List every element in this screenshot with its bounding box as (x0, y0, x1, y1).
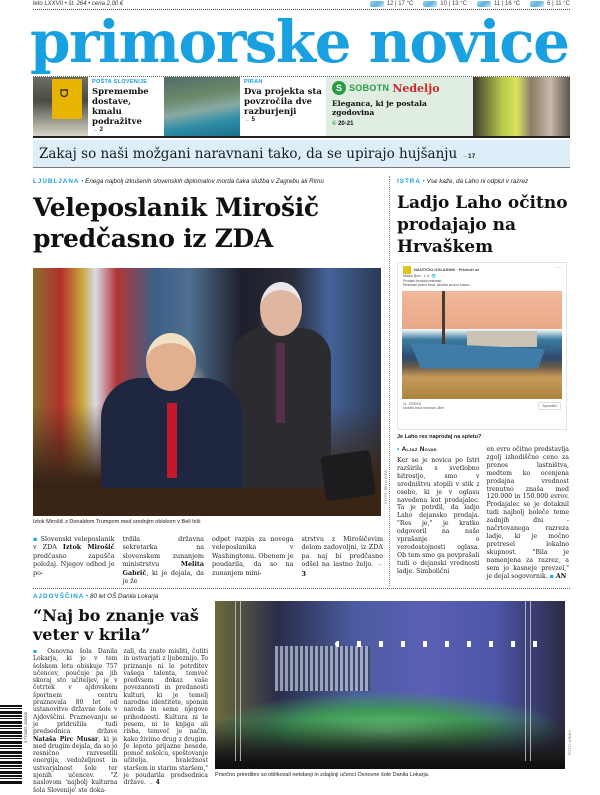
tie (167, 403, 177, 478)
post-text: Prodam brodski restoran. (403, 278, 443, 283)
body-col-4 (302, 535, 384, 585)
weather-temps: 11 | 16 °C (493, 1, 521, 7)
bottom-photo[interactable] (215, 601, 565, 769)
arrow-icon: → (244, 117, 250, 123)
column-divider (389, 176, 390, 586)
location-label: ISTRA (397, 178, 421, 185)
social-post-screenshot (397, 262, 567, 430)
body-col-3: odpet razpis za novega veleposlanika v Washingtonu. Obenem je poudarila, da so na zunanjem mini- (212, 535, 294, 577)
kicker-text: Enega najbolj izkušenih slovenskih diplomatov morda čaka služba v Zagrebu ali Rimu (85, 178, 324, 185)
teaser-photo-piran[interactable] (164, 77, 240, 136)
barcode (0, 705, 22, 785)
text: en evro očitno predstavlja zgolj izhodiščno ceno za prenos lastništva, medtem ko ocenjena prodajna vrednost trenutno znaša med 120.000 in 150.000 evrov. Prodajalec se je dotaknil tudi najbolj boleče teme zadnjih dni - načrtovanega razreza ladje, ki je močno pretresel lokalno skupnost. "Bila je namenjena za razrez, a sem jo kasneje prevzel," je dejal sogovornik. (486, 446, 569, 580)
rain-icon (477, 1, 491, 7)
windows (275, 646, 370, 691)
location-label: LJUBLJANA (33, 178, 80, 185)
banner-ref (461, 153, 475, 160)
truss (525, 601, 531, 761)
page-ref[interactable]: 4 (155, 779, 160, 787)
post-footer (398, 400, 566, 413)
rain-icon (423, 1, 437, 7)
arrow-icon: → (461, 153, 468, 160)
text: trdila državna sekretarka na slovenskem zunanjem ministrstvu (122, 535, 204, 569)
text: , ki je med drugim dejala, da so jo resnično razveselili energija, vedoželjnost in ustvarjalnost šole ter njenih učencev. "Z naslovom 'najbolj kulturna šola Slovenije' ste doka- (33, 735, 118, 794)
kicker-text: 80 let OŠ Danila Lokarja (90, 593, 159, 600)
teaser-title: Dva projekta sta povzročila dve razburjenji (244, 87, 322, 117)
page-logo-icon (403, 266, 411, 274)
post-foot-title: Mobilni brod restoran Jilen (403, 406, 445, 410)
rain-icon (530, 1, 544, 7)
text: strstvu z Mirošičevim delom zadovoljni, iz ZDA pa naj bi predčasno odšel na lastno željo. (301, 535, 383, 569)
person-head (146, 333, 196, 391)
more-icon: ··· (556, 265, 561, 271)
section-divider (33, 588, 570, 589)
text: predčasno zapušča položaj. Njegov odhod je po- (33, 551, 115, 577)
side-kicker (397, 178, 528, 186)
arrow-icon: → (147, 780, 154, 787)
photo-credit: FOTO: BELA HIŠA (383, 470, 388, 504)
side-col-1 (397, 446, 480, 580)
page-ref[interactable]: 3 (301, 569, 306, 578)
bottom-photo-caption: Prisrčno prireditev so oblikovali nekdanji in zdajšnji učenci Osnovne šole Danila Lokarja. (215, 772, 430, 778)
text: , ki je dejala, da je že (122, 568, 204, 586)
barcode-number: 9 770352 426005 (23, 712, 28, 744)
bullet-icon: ▪ (33, 535, 41, 543)
separator: • (422, 178, 425, 185)
page-ref: 2 (99, 127, 104, 133)
author-name: NAUTIČKI OGLASNIK · Pridruži se (414, 266, 480, 272)
main-photo[interactable] (33, 268, 381, 516)
text: Slovenski veleposlanik v ZDA (33, 535, 115, 552)
main-body (33, 535, 383, 585)
message-button: Sporočilo (538, 402, 561, 411)
mast (442, 291, 445, 351)
supplement-ref (332, 121, 467, 128)
teaser-title: Spremembe dostave, kmalu podražitve (92, 87, 149, 127)
teaser-kicker: POŠTA SLOVENIJE (92, 79, 148, 85)
post-box-icon: ᗜ (52, 79, 82, 119)
weather-temps: 6 | 11 °C (547, 1, 570, 7)
supplement-badge-icon: S (332, 81, 346, 95)
weather-item (370, 0, 414, 8)
supplement-photo[interactable] (473, 77, 570, 136)
body-col-1 (33, 535, 115, 585)
bottom-headline[interactable]: “Naj bo znanje vaš veter v krila” (33, 606, 199, 644)
post-meta: Marko Novi · 1 d · 🌐 (403, 274, 437, 278)
banner-headline[interactable] (33, 140, 570, 168)
author-initials: AN (555, 572, 567, 580)
photo-credit: FOTO: ARHIV (567, 730, 572, 756)
weather-strip (370, 0, 570, 8)
side-photo-caption: Je Laho res naprodaj na spletu? (397, 434, 482, 440)
teaser-row (33, 76, 570, 138)
phone-icon (320, 450, 376, 502)
byline (397, 446, 480, 454)
post-header (398, 263, 566, 290)
boat-photo (402, 291, 562, 399)
weather-item (423, 0, 467, 8)
tie (276, 343, 285, 423)
teaser-piran[interactable] (240, 77, 326, 136)
text: Osnovna šola Danila Lokarja, ki jo v tem šolskem letu obiskuje 757 učencev, poučuje pa jih skoraj sto učiteljev, je v četrtek v ajdovskem športnem centru praznovala 80 let od ustanovitve državne šole v Ajdovščini. Praznovanju se je pridružila tudi predsednica države (33, 648, 118, 736)
cloud-sun-icon (370, 1, 384, 7)
body-col-2 (123, 535, 205, 585)
body-col-2 (124, 648, 209, 794)
bullet-icon: ▪ (33, 648, 48, 655)
teaser-ref (92, 127, 160, 134)
separator: • (81, 178, 84, 185)
page-ref: 5 (251, 117, 256, 123)
page-ref: 20-21 (338, 121, 354, 127)
kicker-text: Vse kaže, da Laho ni odplul v razrez (426, 178, 529, 185)
teaser-photo-posta[interactable] (33, 77, 88, 136)
bottom-kicker (33, 593, 158, 601)
masthead-logo[interactable]: primorske novice (30, 8, 569, 76)
post-text: Restoran pravo brod, izložba sa svu hranu... (403, 283, 472, 287)
truss (235, 601, 241, 761)
supplement-brand-2: Nedeljo (392, 81, 440, 95)
text: zali, da znate misliti, čutiti in ustvarjati z ljubeznijo. To priznanje ni le potrditev vašega talenta, temveč predvsem dokaz vaše povezanosti in predanosti kulturi, ki je temelj narodne identitete, spomin naroda in seme njegove prihodnosti. Kultura ni le pesem, ni le knjiga ali risba, temveč je način, kako živimo drug z drugim. Je lepota prijazne besede, pomoč sošolcu, spoštovanje učitelja, hvaležnost staršem in starim staršem," je poudarila predsednica države. (123, 648, 208, 787)
bullet-icon: ▪ (397, 446, 402, 453)
copyright-icon: © (332, 121, 337, 127)
bullet-icon: ▪ (549, 572, 554, 580)
page-ref: 17 (467, 153, 476, 160)
weather-item (530, 0, 570, 8)
teaser-ref (244, 117, 322, 124)
body-col-1: Ker se je novica po Istri razširila s svetlobno hitrostjo, smo v uredništvu stopili v stik z osebo, ki je v oglasu navedena kot prodajalec. Ta je potrdil, da ladjo Laho dejansko prodaja. "Res je," je kratko odgovoril na naše vprašanje o verodostojnosti oglasa. Ob tem smo ga povprašali tudi o dejanski vrednosti ladje. Simbolični (397, 457, 480, 575)
bottom-body (33, 648, 208, 794)
weather-temps: 12 | 17 °C (386, 1, 414, 7)
weather-item (477, 0, 520, 8)
person-name: Nataša Pirc Musar (33, 735, 99, 743)
main-photo-caption: Iztok Mirošič z Donaldom Trumpom med srednjim obiskom v Beli hiši (33, 519, 201, 525)
location-label: AJDOVŠČINA (33, 593, 85, 600)
weather-temps: 10 | 13 °C (440, 1, 467, 7)
separator: • (86, 593, 89, 600)
post-foot-label: 11. CROSS (403, 401, 422, 406)
person-name: Iztok Mirošič (62, 543, 115, 552)
body-col-1 (33, 648, 118, 794)
author-name: Aljaž Novak (401, 446, 437, 453)
person-head (260, 282, 302, 336)
supplement-brand-1: SOBOTN (349, 83, 390, 93)
main-kicker (33, 178, 324, 186)
person-name: Melita Gabrič (122, 560, 204, 577)
side-body (397, 446, 569, 580)
side-headline[interactable]: Ladjo Laho očitno prodajajo na Hrvaškem (397, 193, 568, 257)
supplement-teaser[interactable] (326, 77, 473, 136)
main-headline[interactable]: Veleposlanik Mirošič predčasno iz ZDA (33, 193, 319, 253)
teaser-kicker: PIRAN (244, 79, 263, 85)
banner-title: Zakaj so naši možgani naravnani tako, da se upirajo hujšanju (39, 146, 458, 162)
arrow-icon: → (92, 127, 98, 133)
edition-info: leto LXXVII • št. 264 • cena 2,00 € (33, 1, 124, 7)
cabin (467, 331, 537, 347)
stage-lights (335, 641, 545, 647)
supplement-brand (332, 81, 467, 95)
arrow-icon: → (376, 561, 383, 569)
side-col-2 (487, 446, 570, 580)
supplement-title: Eleganca, ki je postala zgodovina (332, 99, 427, 117)
post-author (403, 266, 556, 274)
teaser-posta[interactable] (88, 77, 164, 136)
